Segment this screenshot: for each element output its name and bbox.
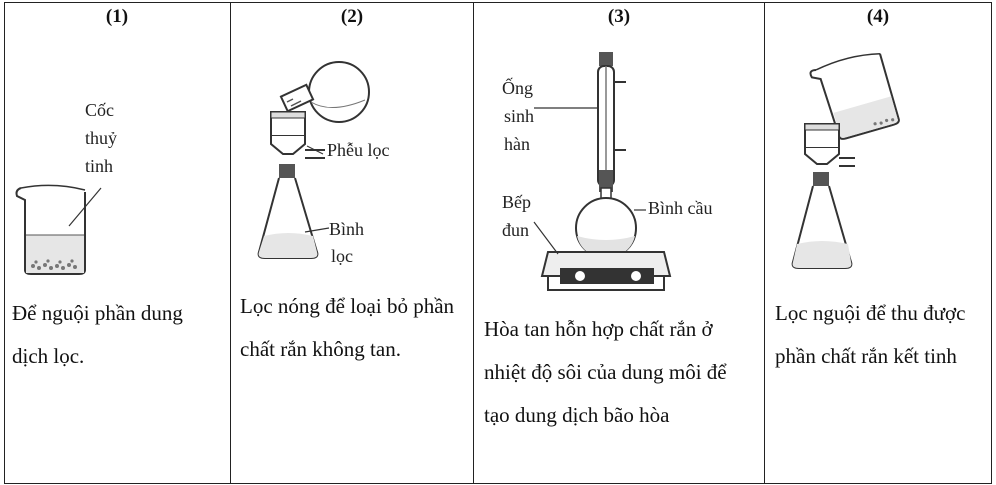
reflux-illustration <box>474 30 764 292</box>
condenser-label-1: Ống <box>502 78 533 98</box>
flask-label-2: lọc <box>331 246 353 266</box>
condenser-label-2: sinh <box>504 106 535 126</box>
heater-label-2: đun <box>502 220 529 240</box>
column-4-description: Lọc nguội để thu được phần chất rắn kết tinh <box>775 301 966 368</box>
column-2-description: Lọc nóng để loại bỏ phần chất rắn không tan. <box>240 294 455 361</box>
table-border-top <box>4 2 992 3</box>
column-4-number: (4) <box>866 6 890 27</box>
beaker-label-3: tinh <box>85 156 114 176</box>
condenser-label-3: hàn <box>504 134 530 154</box>
column-3-description: Hòa tan hỗn hợp chất rắn ở nhiệt độ sôi của dung môi để tạo dung dịch bão hòa <box>484 317 727 427</box>
table-border-bottom <box>4 483 992 484</box>
beaker-illustration <box>5 30 230 285</box>
beaker-label-2: thuỷ <box>85 128 118 148</box>
beaker-label-1: Cốc <box>85 100 114 120</box>
round-flask-icon <box>309 62 369 122</box>
hot-filtration-illustration <box>231 30 473 285</box>
column-1-description: Để nguội phần dung dịch lọc. <box>12 301 183 368</box>
round-flask-label: Bình cầu <box>648 198 713 218</box>
table-border-right <box>991 2 992 484</box>
funnel-label: Phễu lọc <box>327 140 390 160</box>
heater-label-1: Bếp <box>502 192 531 212</box>
cold-filtration-illustration <box>765 30 991 285</box>
column-1-number: (1) <box>105 6 129 27</box>
flask-label-1: Bình <box>329 219 365 239</box>
column-2-number: (2) <box>340 6 364 27</box>
column-3-number: (3) <box>607 6 631 27</box>
